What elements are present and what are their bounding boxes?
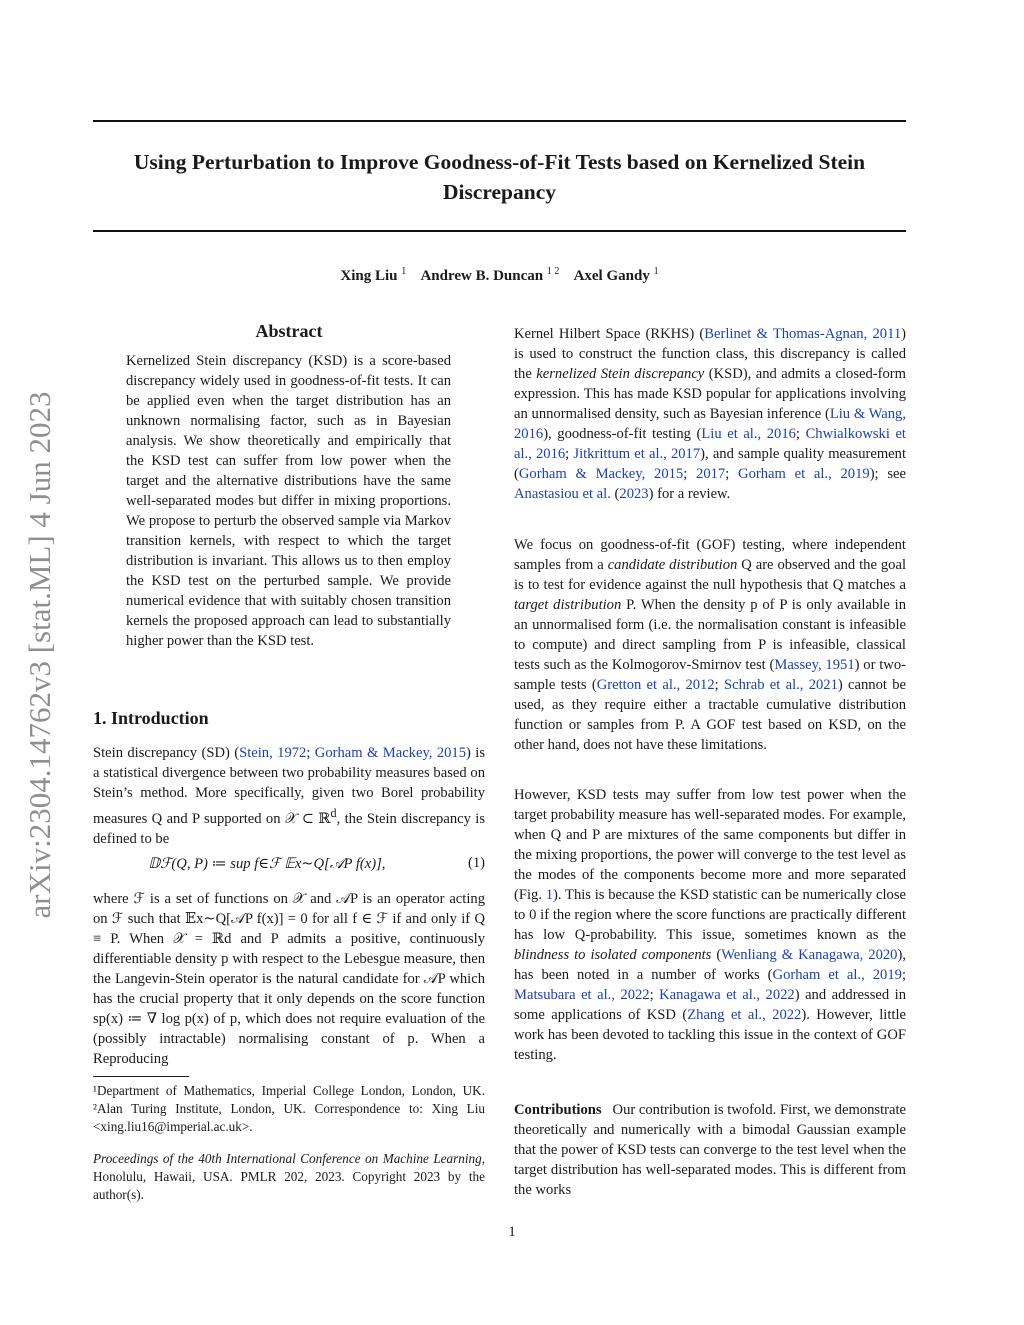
citation-link[interactable]: Berlinet & Thomas-Agnan, 2011: [704, 326, 902, 342]
text-run: ) or two-sample tests (: [514, 657, 906, 693]
citation-link[interactable]: Zhang et al., 2022: [687, 1007, 802, 1023]
abstract-body: Kernelized Stein discrepancy (KSD) is a score-based discrepancy widely used in goodness-of-fit tests. It can be applied even when the target distribution has an unknown normalising factor, such as in Bayesian analysis. We show theoretically and empirically that the KSD test can suffer from low power when the target and the alternative distributions have the same well-separated modes but differ in mixing proportions. We propose to perturb the observed sample via Markov transition kernels, with respect to which the target distribution is invariant. This allows us to then employ the KSD test on the perturbed sample. We provide numerical evidence that with suitably chosen transition kernels the proposed approach can lead to substantially higher power than the KSD test.: [126, 353, 451, 649]
citation-link[interactable]: Kanagawa et al., 2022: [659, 987, 795, 1003]
text-run: ;: [306, 745, 315, 761]
emphasis: kernelized Stein discrepancy: [536, 366, 705, 382]
author-affiliation: 1: [401, 266, 407, 277]
text-run: , the Stein discrepancy is defined to be: [93, 810, 486, 847]
citation-link[interactable]: Gorham & Mackey, 2015: [314, 745, 467, 761]
equation-number: (1): [467, 855, 485, 871]
text-run: We focus on goodness-of-fit (GOF) testing, where independent samples from a: [514, 537, 906, 573]
text-run: (KSD), and admits a closed-form expression. This has made KSD popular for applications involving an unnormalised density, such as Bayesian inference (: [514, 366, 907, 422]
text-run: ), goodness-of-fit testing (: [543, 426, 702, 442]
text-run: Kernel Hilbert Space (RKHS) (: [514, 326, 705, 342]
author-name: Axel Gandy: [573, 268, 650, 284]
text-run: Q are observed and the goal is to test for evidence against the null hypothesis that Q matches a: [514, 557, 906, 593]
intro-paragraph-2: where ℱ is a set of functions on 𝒳 and 𝒜P is an operator acting on ℱ such that 𝔼x∼Q[𝒜P f(x)] = 0 for all f ∈ ℱ if and only if Q ≡ P. When 𝒳 = ℝd and P admits a positive, continuously differentiable density p with respect to the Lebesgue measure, then the Langevin-Stein operator is the natural candidate for 𝒜P which has the crucial property that it only depends on the score function sp(x) ≔ ∇ log p(x) of p, which does not require evaluation of the (possibly intractable) normalising constant of p. When a Reproducing: [93, 891, 485, 1067]
affiliation-footnote: ¹Department of Mathematics, Imperial College London, London, UK. ²Alan Turing Institute, London, UK. Correspondence to: Xing Liu <xing.liu16@imperial.ac.uk>.: [93, 1083, 485, 1134]
arxiv-stamp: arXiv:2304.14762v3 [stat.ML] 4 Jun 2023: [22, 391, 57, 919]
text-run: Our contribution is twofold. First, we demonstrate theoretically and numerically with a bimodal Gaussian example that the power of KSD tests can converge to the test level when the target distribution has well-separated modes. This is different from the works: [514, 1102, 907, 1198]
text-run: However, KSD tests may suffer from low test power when the target probability measure has well-separated modes. For example, when Q and P are mixtures of the same components but differ in the mixing proportions, the power will converge to the test level as the modes of the components become more and more separated (Fig.: [514, 787, 906, 903]
proceedings-venue: Proceedings of the 40th International Conference on Machine Learning: [93, 1151, 482, 1166]
title-bottom-rule: [93, 230, 906, 232]
text-run: ). However, little work has been devoted to tackling this issue in the context of GOF testing.: [514, 1007, 906, 1063]
right-paragraph-2: We focus on goodness-of-fit (GOF) testing, where independent samples from a candidate distribution Q are observed and the goal is to test for evidence against the null hypothesis that Q matches a target distribution P. When the density p of P is only available in an unnormalised form (i.e. the normalisation constant is infeasible to compute) and direct sampling from P is infeasible, classical tests such as the Kolmogorov-Smirnov test (Massey, 1951) or two-sample tests (Gretton et al., 2012; Schrab et al., 2021) cannot be used, as they require either a tractable cumulative distribution function or samples from P. A GOF test based on KSD, on the other hand, does not have these limitations.: [514, 537, 906, 753]
text-run: ); see: [869, 466, 906, 482]
author-name: Andrew B. Duncan: [420, 268, 544, 284]
citation-link[interactable]: Anastasiou et al.: [514, 486, 611, 502]
text-run: Stein discrepancy (SD) (: [93, 745, 240, 761]
citation-link[interactable]: Schrab et al., 2021: [724, 677, 838, 693]
emphasis: target distribution: [514, 597, 622, 613]
citation-link[interactable]: Wenliang & Kanagawa, 2020: [721, 947, 898, 963]
author-affiliation: 1: [653, 266, 659, 277]
citation-link[interactable]: Stein, 1972: [239, 745, 307, 761]
text-run: ) and addressed in some applications of KSD (: [514, 987, 907, 1023]
text-run: ) cannot be used, as they require either a tractable cumulative distribution function or samples from P. A GOF test based on KSD, on the other hand, does not have these limitations.: [514, 677, 906, 753]
citation-link[interactable]: Gorham et al., 2019: [772, 967, 902, 983]
emphasis: blindness to isolated components: [514, 947, 712, 963]
text-run: ). This is because the KSD statistic can be numerically close to 0 if the region where the score functions are practically different has low Q-probability. This issue, sometimes known as the: [514, 887, 906, 943]
text-run: P. When the density p of P is only available in an unnormalised form (i.e. the normalisation constant is infeasible to compute) and direct sampling from P is infeasible, classical tests such as the Kolmogorov-Smirnov test (: [514, 597, 906, 673]
citation-link[interactable]: Liu & Wang, 2016: [514, 406, 906, 442]
proceedings-note: [93, 1150, 485, 1204]
citation-link[interactable]: Gorham et al., 2019: [738, 466, 870, 482]
author-affiliation: 1 2: [546, 266, 560, 277]
text-run: ), has been noted in a number of works (: [514, 947, 906, 983]
citation-link[interactable]: Chwialkowski et al., 2016: [514, 426, 906, 462]
text-run: ), and sample quality measurement (: [514, 446, 907, 482]
equation-1: [93, 855, 485, 877]
equation-body: 𝔻ℱ(Q, P) ≔ sup f∈ℱ 𝔼x∼Q[𝒜P f(x)],: [148, 856, 386, 872]
right-paragraph-3: However, KSD tests may suffer from low test power when the target probability measure has well-separated modes. For example, when Q and P are mixtures of the same components but differ in the mixing proportions, the power will converge to the test level as the modes of the components become more and more separated (Fig. 1). This is because the KSD statistic can be numerically close to 0 if the region where the score functions are practically different has low Q-probability. This issue, sometimes known as the blindness to isolated components (Wenliang & Kanagawa, 2020), has been noted in a number of works (Gorham et al., 2019; Matsubara et al., 2022; Kanagawa et al., 2022) and addressed in some applications of KSD (Zhang et al., 2022). However, little work has been devoted to tackling this issue in the context of GOF testing.: [514, 787, 907, 1063]
author-name: Xing Liu: [340, 268, 398, 284]
paper-title: [93, 147, 906, 207]
intro-paragraph-1: [93, 743, 485, 849]
top-rule: [93, 120, 906, 122]
paragraph-heading-contributions: Contributions: [514, 1102, 602, 1118]
citation-link[interactable]: 2017: [696, 466, 726, 482]
right-paragraph-4: [514, 1100, 906, 1200]
superscript: d: [330, 806, 337, 820]
author-list: [93, 266, 906, 285]
emphasis: candidate distribution: [607, 557, 738, 573]
footnote-rule: [93, 1076, 189, 1077]
text-run: ) for a review.: [648, 486, 731, 502]
citation-link[interactable]: Jitkrittum et al., 2017: [573, 446, 701, 462]
citation-link[interactable]: Liu et al., 2016: [701, 426, 796, 442]
figure-link[interactable]: 1: [545, 887, 554, 903]
text-run: (: [711, 947, 722, 963]
text-run: ) is used to construct the function class, this discrepancy is called the: [514, 326, 906, 382]
title-line-1: Using Perturbation to Improve Goodness-of-Fit Tests based on Kernelized Stein: [133, 150, 866, 174]
citation-link[interactable]: Gretton et al., 2012: [596, 677, 715, 693]
citation-link[interactable]: Gorham & Mackey, 2015: [518, 466, 684, 482]
right-paragraph-1: Kernel Hilbert Space (RKHS) (Berlinet & Thomas-Agnan, 2011) is used to construct the function class, this discrepancy is called the kernelized Stein discrepancy (KSD), and admits a closed-form expression. This has made KSD popular for applications involving an unnormalised density, such as Bayesian inference (Liu & Wang, 2016), goodness-of-fit testing (Liu et al., 2016; Chwialkowski et al., 2016; Jitkrittum et al., 2017), and sample quality measurement (Gorham & Mackey, 2015; 2017; Gorham et al., 2019); see Anastasiou et al. (2023) for a review.: [514, 326, 907, 502]
proceedings-details: , Honolulu, Hawaii, USA. PMLR 202, 2023. Copyright 2023 by the author(s).: [93, 1151, 485, 1202]
abstract-heading: Abstract: [255, 321, 323, 341]
page-number: 1: [508, 1224, 516, 1240]
citation-link[interactable]: Massey, 1951: [774, 657, 855, 673]
citation-link[interactable]: 2023: [619, 486, 649, 502]
citation-link[interactable]: Matsubara et al., 2022: [514, 987, 650, 1003]
section-heading-introduction: 1. Introduction: [93, 708, 209, 728]
text-run: ) is a statistical divergence between two probability measures based on Stein’s method. More specifically, given two Borel probability measures Q and P supported on 𝒳 ⊂ ℝ: [93, 745, 486, 827]
title-line-2: Discrepancy: [442, 180, 557, 204]
